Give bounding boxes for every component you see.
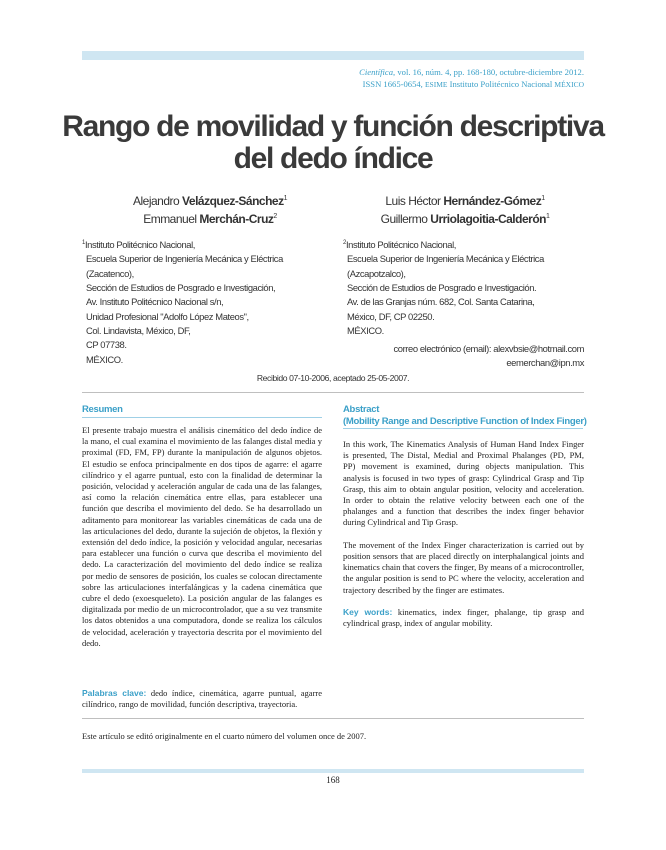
divider <box>82 718 584 719</box>
title-line-1: Rango de movilidad y función descriptiva <box>62 110 604 143</box>
contact-email <box>393 342 584 371</box>
author <box>345 191 585 209</box>
divider <box>82 392 584 393</box>
contact-line: correo electrónico (email): alexvbsie@hotmail.com <box>393 343 584 354</box>
author-given-name: Emmanuel <box>143 212 200 226</box>
affiliation-line: Escuela Superior de Ingeniería Mecánica y Eléctrica <box>347 253 544 265</box>
affiliation-line <box>343 236 544 252</box>
author-given-name: Guillermo <box>380 212 431 226</box>
footer-decor-bar <box>82 769 584 773</box>
abstract-body <box>343 439 584 641</box>
affiliation-left <box>82 236 283 367</box>
heading-underline <box>82 417 322 418</box>
keywords-text: kinematics, index finger, phalange, tip grasp and cylindrical grasp, index of angular mobility. <box>343 607 584 629</box>
issn: ISSN 1665-0654, <box>362 79 425 89</box>
title-line-2: del dedo índice <box>233 142 433 175</box>
resumen-paragraph: El presente trabajo muestra el análisis cinemático del dedo índice de la mano, el cual examina el movimiento de las falanges distal media y proximal (FD, FM, FP) durante la manipulación de algunos objetos. El estudio se enfoca principalmente en dos tipos de agarre: el agarre cilíndrico y el agarre puntual, esto con la finalidad de determinar la posición, velocidad y aceleración angular de cada una de las falanges, así como la relación cinemática entre ellas, para establecer una función que describa el movimiento del dedo. Se ha desarrollado un aditamento para monitorear las variables cinemáticas de cada una de las articulaciones del dedo, durante la sujeción de objetos, la flexión y extensión del dedo índice, la posición y velocidad angular, necesarias para establecer una función o curva que describa el movimiento del dedo. La caracterización del movimiento del dedo índice se realiza por medio de sensores de posición, los cuales se colocan directamente sobre las articulaciones interfalángicas y la cadena cinemática que cubre el dedo (exoesqueleto). La posición angular de las falanges es digitalizada por medio de un microcontrolador, que a su vez transmite los datos obtenidos a una computadora, donde se realiza los cálculos de velocidad, aceleración y trayectoria descrita por el movimiento del dedo. <box>82 425 322 648</box>
abstract-paragraph: In this work, The Kinematics Analysis of Human Hand Index Finger is presented, The Distal, Medial and Proximal Phalanges (PD, PM, PP) movement is examined, during objects manipulation. This analysis is focused in two types of grasp: Cylindrical Grasp and Tip Grasp, this aim to obtain angular position, velocity and acceleration. In order to obtain the relative velocity between each one of the phalanges and a function that describes the index finger behavior during Cylindrical and Tip Grasp. <box>343 439 584 528</box>
abstract-heading <box>343 404 587 428</box>
citation-detail: , vol. 16, núm. 4, pp. 168-180, octubre-diciembre 2012. <box>393 67 584 77</box>
authors-left <box>85 191 335 227</box>
affiliation-right <box>343 236 544 338</box>
palabras-clave <box>82 688 322 710</box>
affiliation-line: (Zacatenco), <box>86 267 134 279</box>
author <box>85 191 335 209</box>
journal-citation <box>300 66 584 91</box>
received-dates: Recibido 07-10-2006, aceptado 25-05-2007. <box>256 373 410 383</box>
authors-right <box>345 191 585 227</box>
author-surname: Velázquez-Sánchez <box>182 194 284 208</box>
affiliation-mark: 2 <box>343 240 346 246</box>
author-affiliation-mark: 1 <box>283 195 287 202</box>
affiliation-line: Av. de las Granjas núm. 682, Col. Santa Catarina, <box>347 296 535 308</box>
affiliation-mark: 1 <box>82 240 85 246</box>
keywords-text: dedo índice, cinemática, agarre puntual, agarre cilíndrico, rango de movilidad, función descriptiva, trayectoria. <box>82 688 322 710</box>
author-affiliation-mark: 2 <box>273 213 277 220</box>
affiliation-line: México, DF, CP 02250. <box>347 310 435 322</box>
header-decor-bar <box>82 51 584 60</box>
abstract-title: Abstract <box>343 404 380 415</box>
affiliation-line: CP 07738. <box>86 339 127 351</box>
author-surname: Merchán-Cruz <box>199 212 274 226</box>
affiliation-line: Sección de Estudios de Posgrado e Investigación. <box>347 282 537 294</box>
keywords-label: Key words: <box>343 607 393 618</box>
author <box>85 209 335 227</box>
abstract-paragraph: The movement of the Index Finger characterization is carried out by position sensors that are placed directly on interphalangical joints and kinematics chain that covers the finger, By means of a microcontroller, the angular position is send to PC where the velocity, acceleration and trajectory described by the finger are estimates. <box>343 539 585 595</box>
contact-line: eemerchan@ipn.mx <box>506 357 584 369</box>
journal-name: Científica <box>359 67 394 77</box>
author-surname: Hernández-Gómez <box>443 194 542 208</box>
affiliation-line: MÉXICO. <box>347 324 384 336</box>
affiliation-line: Av. Instituto Politécnico Nacional s/n, <box>86 296 224 308</box>
affiliation-line: MÉXICO. <box>86 353 123 365</box>
affiliation-line: Col. Lindavista, México, DF, <box>86 324 191 336</box>
affiliation-text: Instituto Politécnico Nacional, <box>84 239 195 251</box>
footnote: Este artículo se editó originalmente en el cuarto número del volumen once de 2007. <box>82 731 367 741</box>
institution-name: Instituto Politécnico Nacional <box>447 79 555 89</box>
resumen-body <box>82 425 322 649</box>
author-given-name: Luis Héctor <box>385 194 444 208</box>
author <box>345 209 585 227</box>
author-given-name: Alejandro <box>133 194 183 208</box>
affiliation-line: Unidad Profesional "Adolfo López Mateos", <box>86 310 249 322</box>
abstract-subtitle: (Mobility Range and Descriptive Function of Index Finger) <box>343 416 587 427</box>
key-words <box>343 607 584 629</box>
affiliation-text: Instituto Politécnico Nacional, <box>345 239 456 251</box>
author-affiliation-mark: 1 <box>545 213 550 220</box>
affiliation-line <box>82 236 283 252</box>
affiliation-line: Escuela Superior de Ingeniería Mecánica y Eléctrica <box>86 253 283 265</box>
paper-title <box>60 111 606 175</box>
resumen-heading: Resumen <box>82 404 123 415</box>
author-affiliation-mark: 1 <box>541 195 545 202</box>
heading-underline <box>343 428 583 429</box>
institution-abbr: ESIME <box>424 80 448 89</box>
country: MÉXICO <box>554 80 584 89</box>
author-surname: Urriolagoitia-Calderón <box>430 212 546 226</box>
page-number: 168 <box>326 775 340 785</box>
affiliation-line: Sección de Estudios de Posgrado e Investigación, <box>86 282 276 294</box>
keywords-label: Palabras clave: <box>82 688 147 698</box>
affiliation-line: (Azcapotzalco), <box>347 267 406 279</box>
